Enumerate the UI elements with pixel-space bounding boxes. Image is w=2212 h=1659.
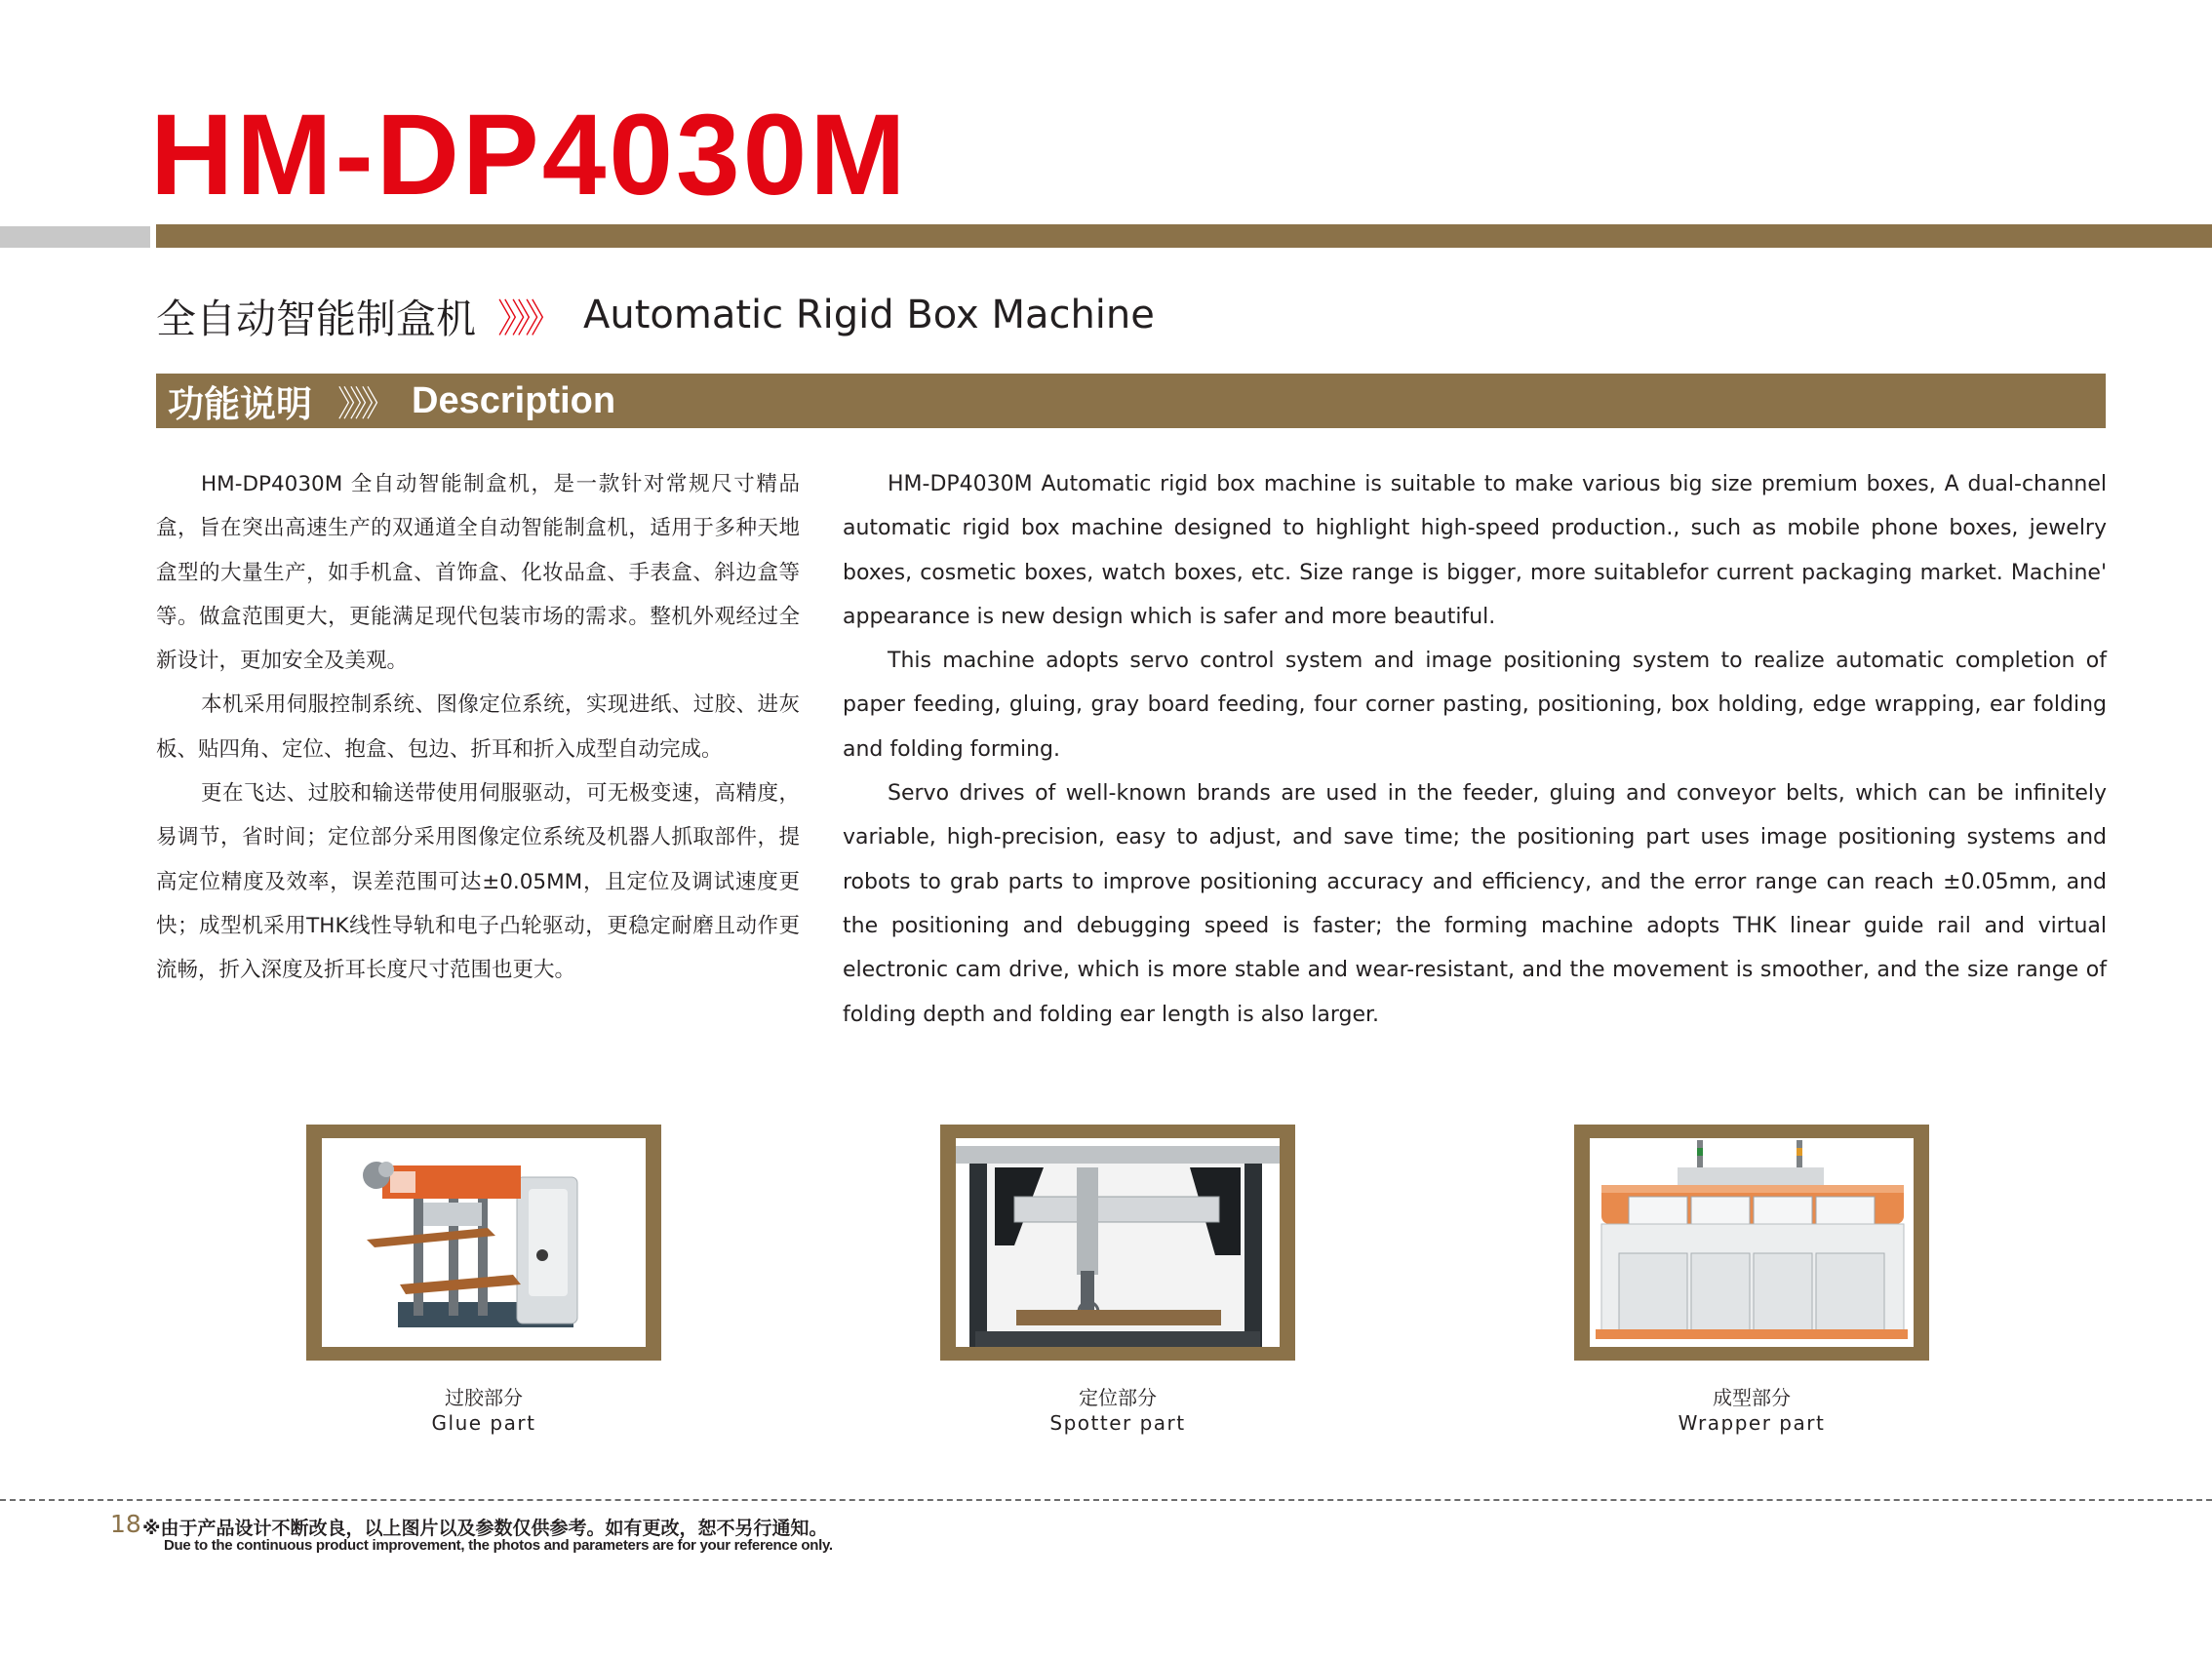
model-title: HM-DP4030M xyxy=(150,91,909,219)
caption-cn: 定位部分 xyxy=(1079,1386,1157,1409)
caption-cn: 成型部分 xyxy=(1713,1386,1791,1409)
caption-en: Glue part xyxy=(431,1411,536,1435)
glue-part-caption xyxy=(306,1385,661,1436)
description-cn-paragraph: 本机采用伺服控制系统、图像定位系统，实现进纸、过胶、进灰板、贴四角、定位、抱盒、包边、折耳和折入成型自动完成。 xyxy=(156,692,800,762)
description-en-paragraph: Servo drives of well-known brands are used in the feeder, gluing and conveyor belts, which can be infinitely variable, high-precision, easy to adjust, and save time; the positioning part uses image positioning systems and robots to grab parts to improve positioning accuracy and efficiency, and the error range can reach ±0.05mm, and the positioning and debugging speed is faster; the forming machine adopts THK linear guide rail and virtual electronic cam drive, which is more stable and wear-resistant, and the movement is smoother, and the size range of folding depth and folding ear length is also larger. xyxy=(843,781,2107,1027)
spotter-machine-illustration xyxy=(956,1138,1280,1347)
caption-en: Spotter part xyxy=(1049,1411,1186,1435)
caption-en: Wrapper part xyxy=(1678,1411,1826,1435)
wrapper-part-photo-frame xyxy=(1574,1125,1929,1361)
header-brown-bar xyxy=(156,224,2212,248)
caption-cn: 过胶部分 xyxy=(445,1386,523,1409)
wrapper-part-caption xyxy=(1574,1385,1929,1436)
wrapper-part-photo xyxy=(1590,1138,1914,1347)
chevron-icon: 》》》 xyxy=(337,383,391,424)
disclaimer-en: Due to the continuous product improvement, the photos and parameters are for your reference only. xyxy=(164,1537,833,1554)
glue-part-photo xyxy=(322,1138,646,1347)
spotter-part-photo xyxy=(956,1138,1280,1347)
section-title-en: Description xyxy=(412,379,616,421)
section-title-cn: 功能说明 xyxy=(168,383,312,425)
page-number: 18 xyxy=(110,1510,141,1538)
spotter-part-photo-frame xyxy=(940,1125,1295,1361)
description-en-column xyxy=(843,462,2107,1037)
subtitle-en: Automatic Rigid Box Machine xyxy=(583,293,1155,337)
wrapper-machine-illustration xyxy=(1590,1138,1914,1347)
product-subtitle xyxy=(156,289,1155,341)
header-gray-bar xyxy=(0,226,150,248)
description-en-paragraph: This machine adopts servo control system and image positioning system to realize automatic completion of paper feeding, gluing, gray board feeding, four corner pasting, positioning, box holding, edge wrapping, ear folding and folding forming. xyxy=(843,649,2107,762)
description-cn-paragraph: 更在飞达、过胶和输送带使用伺服驱动，可无极变速，高精度，易调节，省时间；定位部分采用图像定位系统及机器人抓取部件，提高定位精度及效率，误差范围可达±0.05MM，且定位及调试速度更快；成型机采用THK线性导轨和电子凸轮驱动，更稳定耐磨且动作更流畅，折入深度及折耳长度尺寸范围也更大。 xyxy=(156,781,800,983)
chevron-icon: 》》》 xyxy=(497,296,558,341)
description-cn-column xyxy=(156,462,800,993)
subtitle-cn: 全自动智能制盒机 xyxy=(156,295,476,342)
footer-divider xyxy=(0,1499,2212,1501)
glue-part-photo-frame xyxy=(306,1125,661,1361)
disclaimer-cn: ※由于产品设计不断改良，以上图片以及参数仅供参考。如有更改，恕不另行通知。 xyxy=(142,1518,828,1539)
description-cn-paragraph: HM-DP4030M 全自动智能制盒机，是一款针对常规尺寸精品盒，旨在突出高速生产的双通道全自动智能制盒机，适用于多种天地盒型的大量生产，如手机盒、首饰盒、化妆品盒、手表盒、斜边盒等等。做盒范围更大，更能满足现代包装市场的需求。整机外观经过全新设计，更加安全及美观。 xyxy=(156,472,800,674)
description-section-header xyxy=(156,374,2106,428)
description-en-paragraph: HM-DP4030M Automatic rigid box machine is suitable to make various big size premium boxes, A dual-channel automatic rigid box machine designed to highlight high-speed production., such as mobile phone boxes, jewelry boxes, cosmetic boxes, watch boxes, etc. Size range is bigger, more suitablefor current packaging market. Machine' appearance is new design which is safer and more beautiful. xyxy=(843,472,2107,629)
spotter-part-caption xyxy=(940,1385,1295,1436)
glue-machine-illustration xyxy=(322,1138,646,1347)
